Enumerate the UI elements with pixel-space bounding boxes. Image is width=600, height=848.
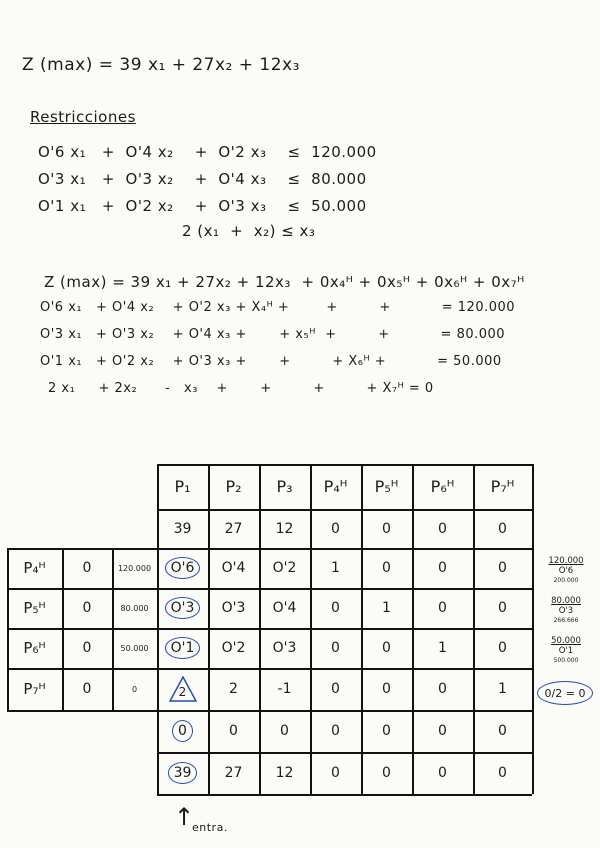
zj-1: 0 — [157, 710, 208, 752]
b-1: 120.000 — [117, 563, 152, 573]
cell-r1-c7: 0 — [498, 560, 507, 576]
cell-r1-c1: O'6 — [157, 548, 208, 588]
cell-r3-c3: O'3 — [272, 640, 297, 656]
standard-row-3: O'1 x₁ + O'2 x₂ + O'3 x₃ + + + X₆ᴴ + = 50.000 — [40, 354, 502, 369]
cj-zj-6: 0 — [438, 765, 447, 781]
cost-4: 0 — [331, 520, 340, 537]
cell-r2-c2: O'3 — [221, 600, 246, 616]
cost-3: 12 — [275, 520, 294, 537]
cost-6: 0 — [438, 520, 447, 537]
cell-r2-c3: O'4 — [272, 600, 297, 616]
cj-zj-3: 12 — [275, 765, 294, 781]
constraint-3: O'1 x₁ + O'2 x₂ + O'3 x₃ ≤ 50.000 — [38, 197, 367, 215]
up-arrow-icon: ↑ — [174, 803, 195, 831]
zj-4: 0 — [331, 723, 340, 739]
header-5: P₅ᴴ — [374, 477, 399, 496]
header-7: P₇ᴴ — [490, 477, 515, 496]
cj-zj-7: 0 — [498, 765, 507, 781]
ratio-3: 50.000 O'1 500.000 — [551, 636, 581, 664]
entra-label: entra. — [192, 821, 228, 834]
standard-row-4: 2 x₁ + 2x₂ - x₃ + + + + X₇ᴴ = 0 — [48, 381, 434, 396]
cell-r4-c2: 2 — [229, 681, 238, 697]
cell-r1-c6: 0 — [438, 560, 447, 576]
cell-r3-c4: 0 — [331, 640, 340, 656]
cost-5: 0 — [382, 520, 391, 537]
cell-r2-c6: 0 — [438, 600, 447, 616]
cell-r2-c5: 1 — [382, 600, 391, 616]
b-4: 0 — [131, 684, 138, 694]
cell-r1-c4: 1 — [331, 560, 340, 576]
cell-r2-c4: 0 — [331, 600, 340, 616]
ratio-1: 120.000 O'6 200.000 — [548, 556, 584, 584]
ratio-2: 80.000 O'3 266.666 — [551, 596, 581, 624]
cell-r4-c1: 2 — [157, 668, 208, 710]
table-grid-line — [532, 464, 534, 794]
b-2: 80.000 — [120, 603, 149, 613]
header-2: P₂ — [225, 477, 242, 496]
header-4: P₄ᴴ — [323, 477, 348, 496]
basis-2: P₅ᴴ — [23, 599, 46, 617]
cell-r3-c6: 1 — [438, 640, 447, 656]
cb-3: 0 — [82, 640, 92, 656]
basis-1: P₄ᴴ — [23, 559, 46, 577]
cost-7: 0 — [498, 520, 507, 537]
standard-objective: Z (max) = 39 x₁ + 27x₂ + 12x₃ + 0x₄ᴴ + 0x₅ᴴ + 0x₆ᴴ + 0x₇ᴴ — [44, 273, 525, 291]
cb-1: 0 — [82, 560, 92, 576]
cb-4: 0 — [82, 681, 92, 697]
min-ratio-oval: 0/2 = 0 — [537, 681, 593, 705]
header-6: P₆ᴴ — [430, 477, 455, 496]
restricciones-heading: Restricciones — [30, 108, 136, 126]
cj-zj-2: 27 — [224, 765, 243, 781]
standard-row-2: O'3 x₁ + O'3 x₂ + O'4 x₃ + + x₅ᴴ + + = 80.000 — [40, 327, 506, 342]
constraint-1: O'6 x₁ + O'4 x₂ + O'2 x₃ ≤ 120.000 — [38, 143, 377, 161]
zj-3: 0 — [280, 723, 289, 739]
cost-1: 39 — [173, 520, 192, 537]
cj-zj-1: 39 — [157, 752, 208, 794]
cell-r3-c7: 0 — [498, 640, 507, 656]
cost-2: 27 — [224, 520, 243, 537]
cell-r1-c3: O'2 — [272, 560, 297, 576]
cell-r1-c5: 0 — [382, 560, 391, 576]
zj-7: 0 — [498, 723, 507, 739]
basis-3: P₆ᴴ — [23, 639, 46, 657]
cell-r4-c4: 0 — [331, 681, 340, 697]
zj-6: 0 — [438, 723, 447, 739]
standard-row-1: O'6 x₁ + O'4 x₂ + O'2 x₃ + X₄ᴴ + + + = 120.000 — [40, 300, 516, 315]
table-grid-line — [157, 794, 532, 796]
cj-zj-5: 0 — [382, 765, 391, 781]
zj-5: 0 — [382, 723, 391, 739]
cb-2: 0 — [82, 600, 92, 616]
cell-r4-c3: -1 — [277, 681, 292, 697]
header-1: P₁ — [174, 477, 191, 496]
objective-function: Z (max) = 39 x₁ + 27x₂ + 12x₃ — [22, 55, 300, 75]
cj-zj-4: 0 — [331, 765, 340, 781]
basis-4: P₇ᴴ — [23, 680, 46, 698]
header-3: P₃ — [276, 477, 293, 496]
cell-r3-c1: O'1 — [157, 628, 208, 668]
cell-r3-c2: O'2 — [221, 640, 246, 656]
constraint-4: 2 (x₁ + x₂) ≤ x₃ — [182, 222, 316, 240]
cell-r2-c7: 0 — [498, 600, 507, 616]
cell-r4-c6: 0 — [438, 681, 447, 697]
cell-r4-c7: 1 — [498, 681, 507, 697]
constraint-2: O'3 x₁ + O'3 x₂ + O'4 x₃ ≤ 80.000 — [38, 170, 367, 188]
cell-r2-c1: O'3 — [157, 588, 208, 628]
cell-r4-c5: 0 — [382, 681, 391, 697]
zj-2: 0 — [229, 723, 238, 739]
cell-r3-c5: 0 — [382, 640, 391, 656]
cell-r1-c2: O'4 — [221, 560, 246, 576]
b-3: 50.000 — [120, 643, 149, 653]
